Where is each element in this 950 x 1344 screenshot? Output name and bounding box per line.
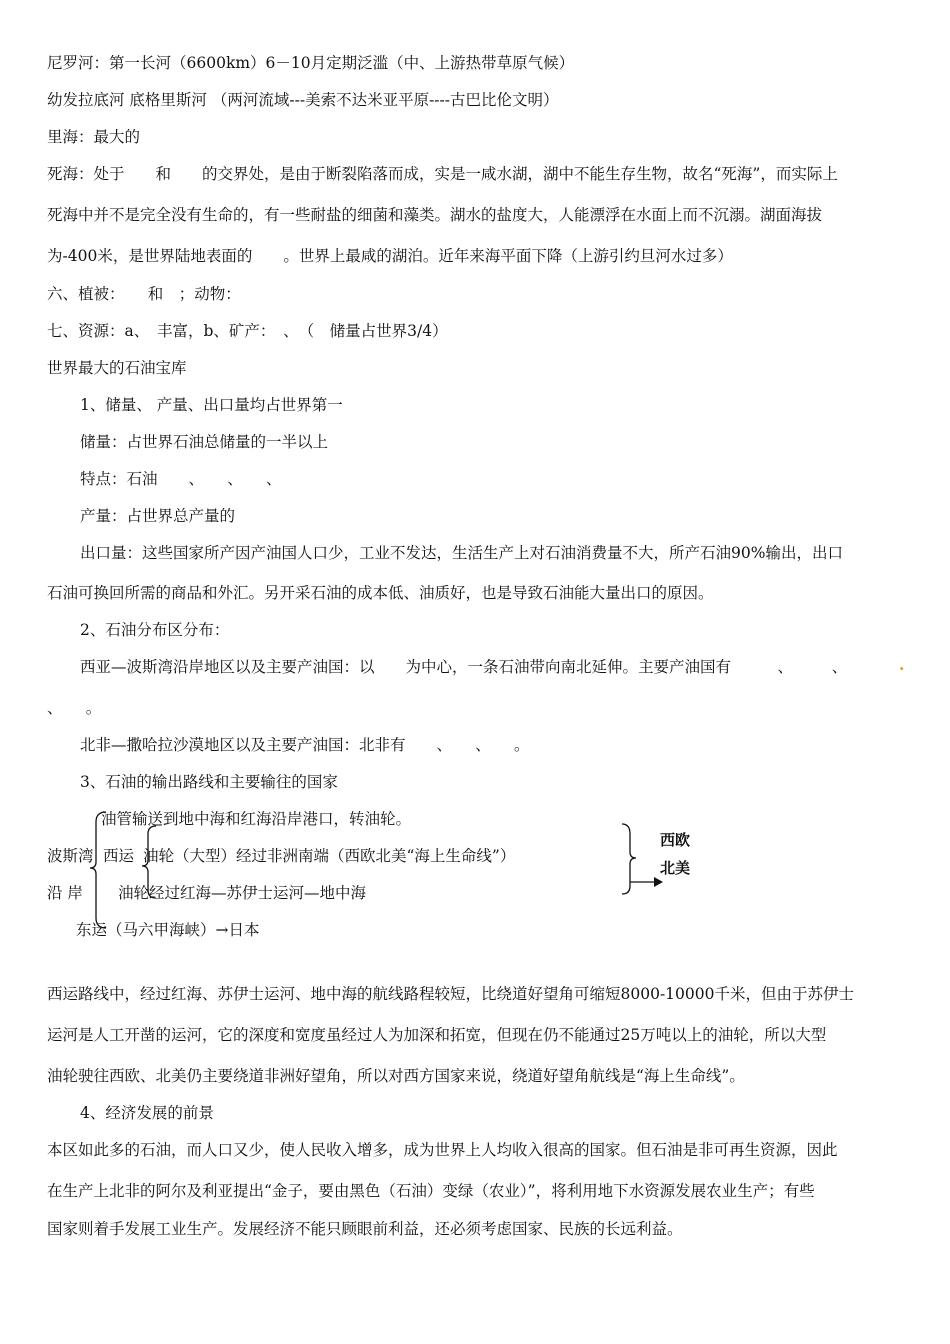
route-cape: 油轮（大型）经过非洲南端（西欧北美“海上生命线”）: [143, 847, 516, 865]
destination-north-america: 北美: [660, 859, 691, 877]
text-line: 、 。: [47, 699, 102, 717]
text-line: 国家则着手发展工业生产。发展经济不能只顾眼前利益，还必须考虑国家、民族的长远利益。: [47, 1220, 683, 1238]
text-line: 西亚—波斯湾沿岸地区以及主要产油国：以 为中心，一条石油带向南北延伸。主要产油国有 、 、: [80, 658, 848, 676]
text-line: 七、资源：a、 丰富，b、矿产： 、 （ 储量占世界3/4）: [47, 322, 448, 340]
text-line: 特点：石油 、 、 、: [80, 470, 282, 488]
text-line: 本区如此多的石油，而人口又少，使人民收入增多，成为世界上人均收入很高的国家。但石油是非可再生资源，因此: [47, 1141, 838, 1159]
text-line: 死海中并不是完全没有生命的，有一些耐盐的细菌和藻类。湖水的盐度大，人能漂浮在水面上而不沉溺。湖面海拔: [47, 206, 823, 224]
text-line: 出口量：这些国家所产因产油国人口少，工业不发达，生活生产上对石油消费量不大，所产石油90%输出，出口: [80, 544, 843, 562]
text-line: 运河是人工开凿的运河，它的深度和宽度虽经过人为加深和拓宽，但现在仍不能通过25万吨以上的油轮，所以大型: [47, 1026, 827, 1044]
subheading: 1、储量、 产量、出口量均占世界第一: [80, 396, 343, 414]
text-line: 西运路线中，经过红海、苏伊士运河、地中海的航线路程较短，比绕道好望角可缩短8000-10000千米，但由于苏伊士: [47, 985, 854, 1003]
text-line: 油轮驶往西欧、北美仍主要绕道非洲好望角，所以对西方国家来说，绕道好望角航线是“海上生命线”。: [47, 1067, 745, 1085]
arrow-head-icon: [654, 877, 663, 887]
route-origin-line2: 沿 岸: [47, 884, 83, 902]
text-line: 为-400米，是世界陆地表面的 。世界上最咸的湖泊。近年来海平面下降（上游引约旦河水过多）: [47, 247, 733, 265]
text-line: 六、植被： 和 ；动物：: [47, 285, 241, 303]
text-line: 石油可换回所需的商品和外汇。另开采石油的成本低、油质好，也是导致石油能大量出口的原因。: [47, 584, 714, 602]
section-title: 世界最大的石油宝库: [47, 359, 187, 377]
subheading: 4、经济发展的前景: [80, 1104, 214, 1122]
subheading: 3、石油的输出路线和主要输往的国家: [80, 773, 338, 791]
text-line: 产量：占世界总产量的: [80, 507, 236, 525]
route-west-label: 西运: [103, 847, 135, 865]
text-line: 里海：最大的: [47, 128, 141, 146]
destination-west-europe: 西欧: [660, 831, 691, 849]
route-origin-line1: 波斯湾: [47, 847, 94, 865]
west-brace: [142, 826, 156, 898]
text-line: 储量：占世界石油总储量的一半以上: [80, 433, 329, 451]
route-east: 东运（马六甲海峡）→日本: [76, 921, 260, 939]
subheading: 2、石油分布区分布：: [80, 621, 230, 639]
right-brace: [622, 824, 636, 894]
text-line: 尼罗河：第一长河（6600km）6－10月定期泛滥（中、上游热带草原气候）: [47, 54, 575, 72]
text-line: 死海：处于 和 的交界处，是由于断裂陷落而成，实是一咸水湖，湖中不能生存生物，故名“死海”，而实际上: [47, 165, 838, 183]
orange-dot-mark: .: [899, 655, 905, 674]
text-line: 北非—撒哈拉沙漠地区以及主要产油国：北非有 、 、 。: [80, 736, 530, 754]
route-pipeline: 油管输送到地中海和红海沿岸港口，转油轮。: [101, 810, 412, 828]
route-suez: 油轮经过红海—苏伊士运河—地中海: [118, 884, 367, 902]
text-line: 在生产上北非的阿尔及利亚提出“金子，要由黑色（石油）变绿（农业）”，将利用地下水资源发展农业生产；有些: [47, 1182, 815, 1200]
left-brace: [90, 812, 106, 928]
text-line: 幼发拉底河 底格里斯河 （两河流域---美索不达米亚平原----古巴比伦文明）: [47, 91, 559, 109]
